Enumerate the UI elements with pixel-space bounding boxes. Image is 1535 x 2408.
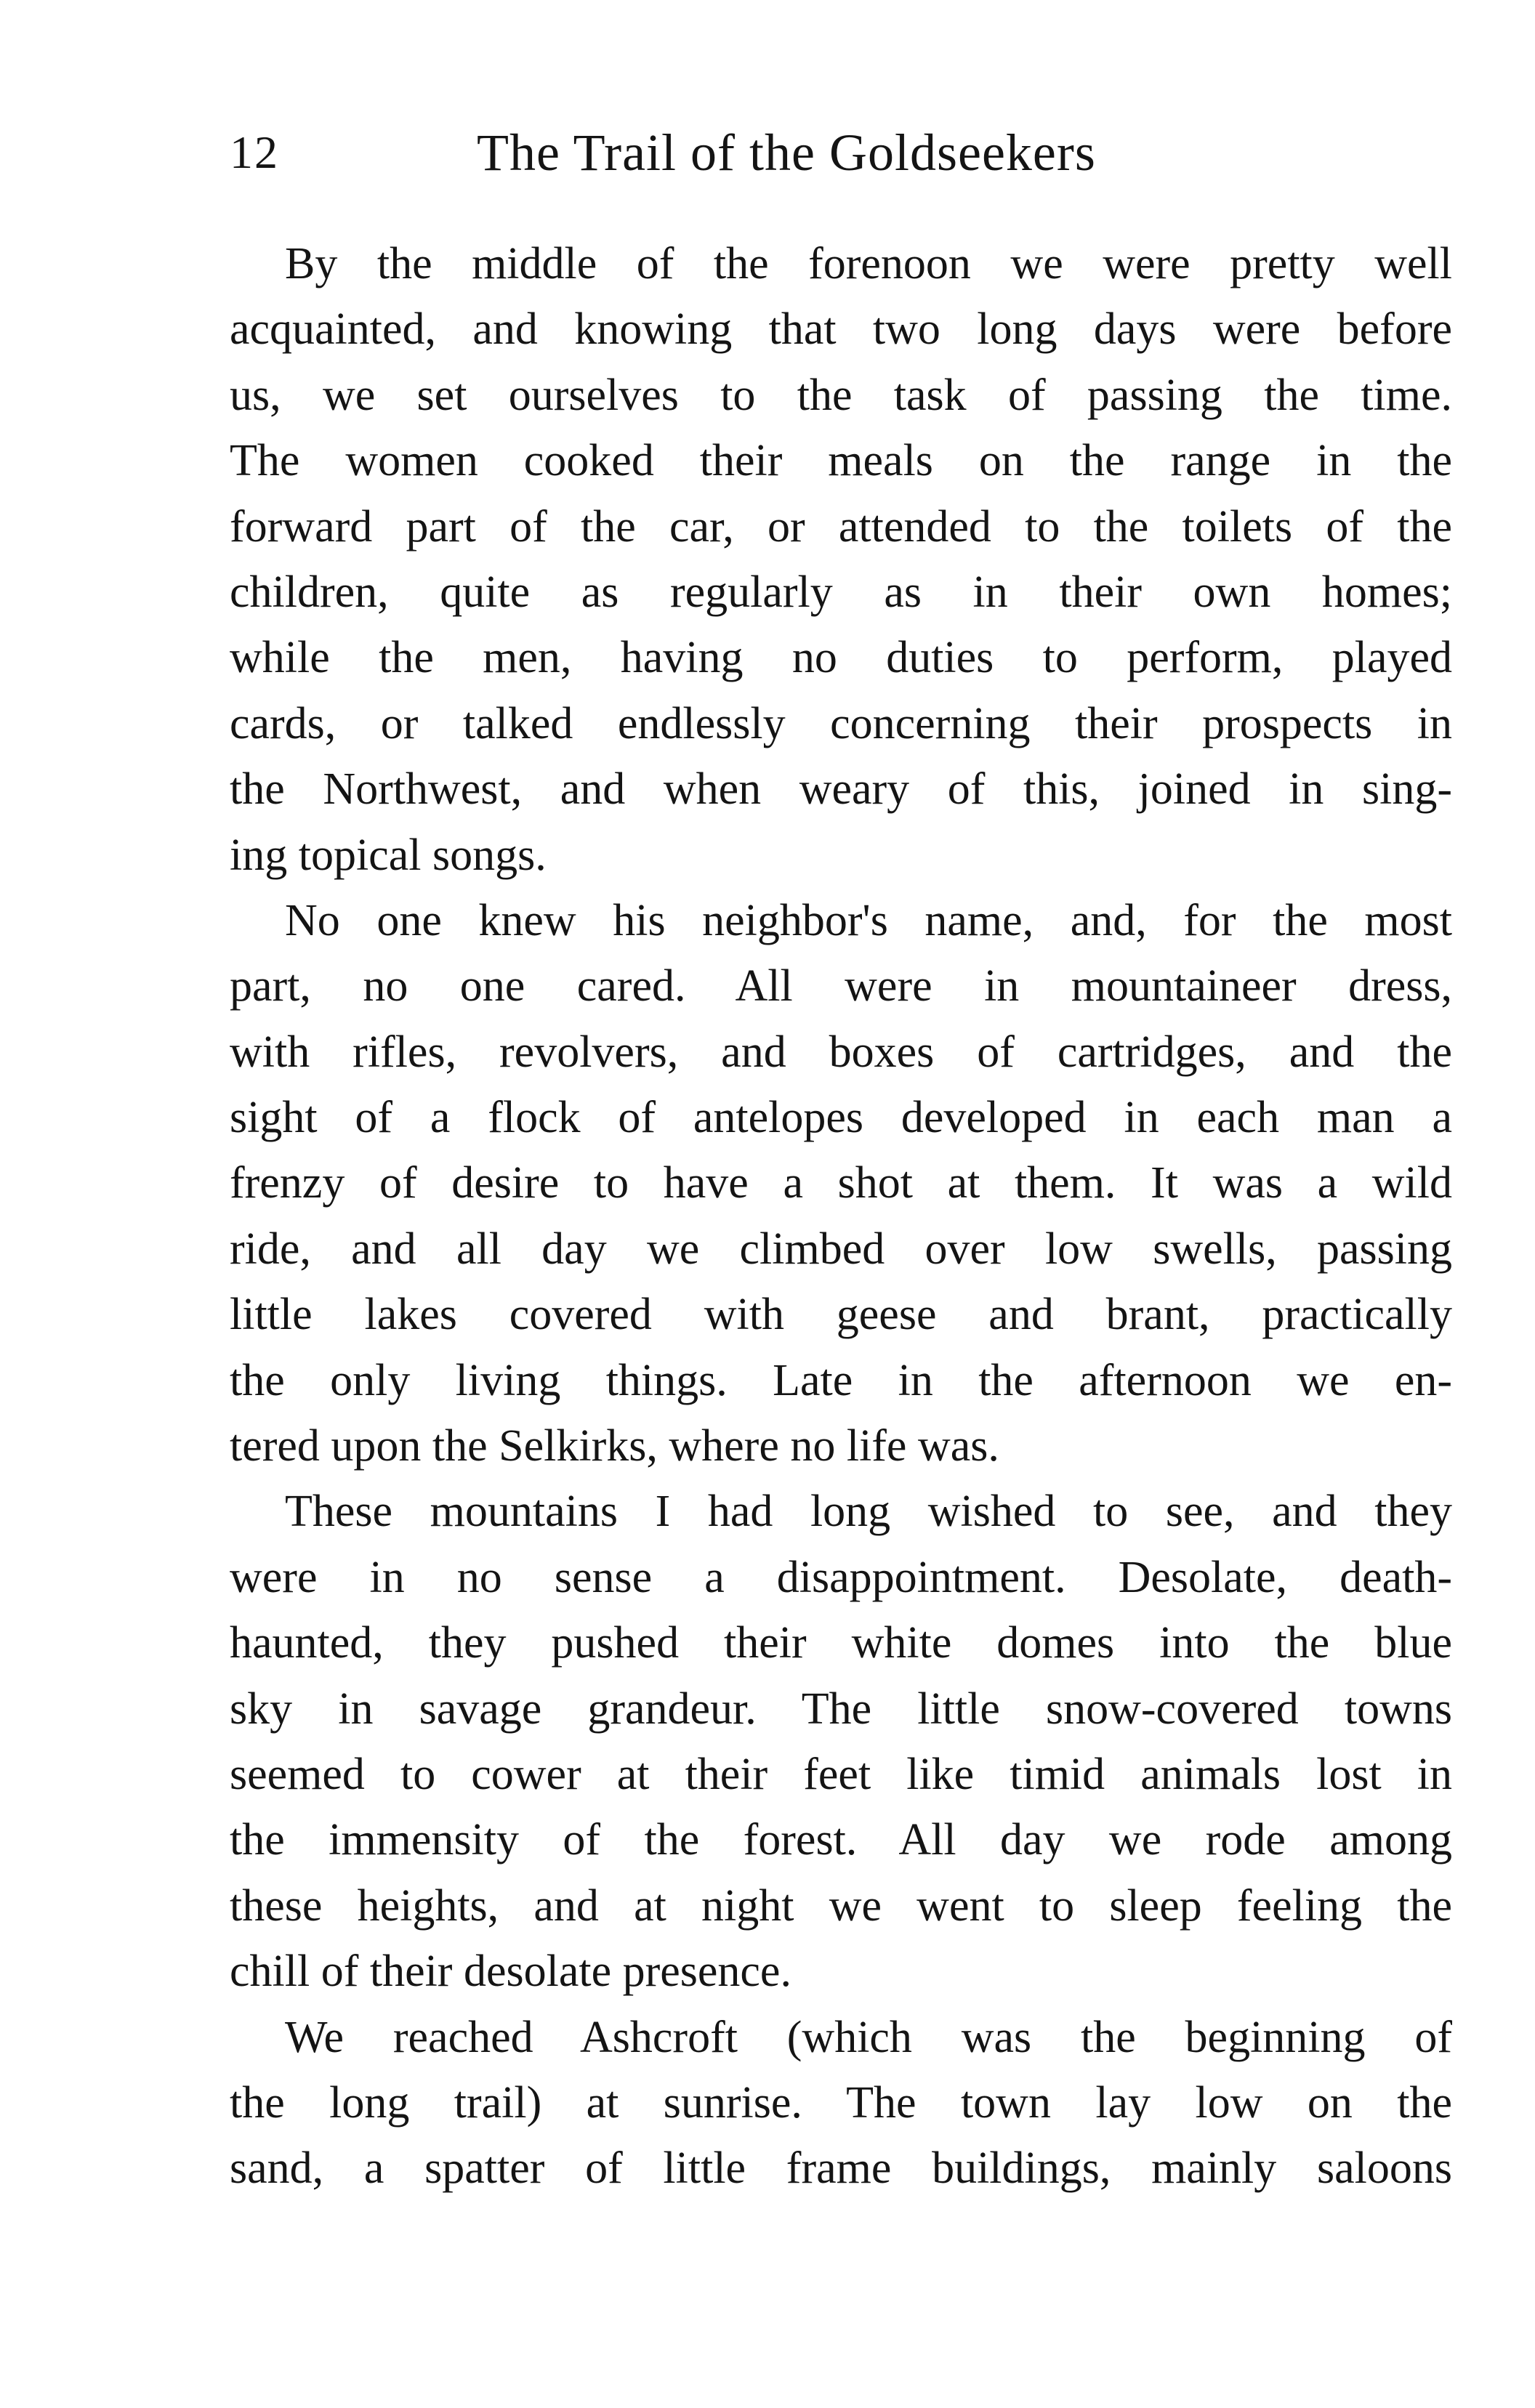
text-line: children, quite as regularly as in their own homes; <box>230 567 1452 617</box>
page-number: 12 <box>230 126 279 178</box>
text-line: The women cooked their meals on the range in the <box>230 436 1452 486</box>
text-line: tered upon the Selkirks, where no life was. <box>230 1421 999 1471</box>
text-line: seemed to cower at their feet like timid animals lost in <box>230 1749 1452 1799</box>
text-line: We reached Ashcroft (which was the beginning of <box>285 2012 1452 2062</box>
text-line: By the middle of the forenoon we were pretty well <box>285 239 1452 288</box>
text-line: sight of a flock of antelopes developed in each man a <box>230 1093 1452 1143</box>
text-line: these heights, and at night we went to sleep feeling the <box>230 1880 1452 1931</box>
text-line: little lakes covered with geese and brant, practically <box>230 1290 1452 1340</box>
text-line: the long trail) at sunrise. The town lay low on the <box>230 2077 1452 2128</box>
text-line: frenzy of desire to have a shot at them. It was a wild <box>230 1158 1452 1208</box>
text-line: forward part of the car, or attended to the toilets of the <box>230 501 1452 552</box>
text-line: haunted, they pushed their white domes into the blue <box>230 1618 1452 1668</box>
text-line: No one knew his neighbor's name, and, for the most <box>285 895 1452 945</box>
text-line: ing topical songs. <box>230 830 547 880</box>
text-line: sand, a spatter of little frame buildings, mainly saloons <box>230 2144 1452 2194</box>
text-line: were in no sense a disappointment. Desolate, death- <box>230 1552 1452 1602</box>
body-text <box>230 231 1452 2202</box>
text-line: with rifles, revolvers, and boxes of cartridges, and the <box>230 1027 1452 1077</box>
page-header <box>230 116 1452 196</box>
text-line: part, no one cared. All were in mountaineer dress, <box>230 961 1452 1011</box>
text-line: acquainted, and knowing that two long days were before <box>230 304 1452 355</box>
text-line: the immensity of the forest. All day we rode among <box>230 1815 1452 1865</box>
running-title: The Trail of the Goldseekers <box>477 124 1096 182</box>
text-line: us, we set ourselves to the task of passing the time. <box>230 370 1452 420</box>
text-line: while the men, having no duties to perform, played <box>230 633 1452 683</box>
paragraph <box>230 231 1452 888</box>
text-line: cards, or talked endlessly concerning their prospects in <box>230 698 1452 748</box>
text-line: the Northwest, and when weary of this, joined in sing- <box>230 764 1452 815</box>
text-line: chill of their desolate presence. <box>230 1947 791 1997</box>
text-line: ride, and all day we climbed over low swells, passing <box>230 1224 1452 1274</box>
text-line: These mountains I had long wished to see, and they <box>285 1487 1452 1537</box>
text-line: sky in savage grandeur. The little snow-covered towns <box>230 1684 1452 1734</box>
paragraph <box>230 2005 1452 2202</box>
paragraph <box>230 1479 1452 2004</box>
paragraph <box>230 888 1452 1479</box>
text-line: the only living things. Late in the afternoon we en- <box>230 1355 1452 1405</box>
